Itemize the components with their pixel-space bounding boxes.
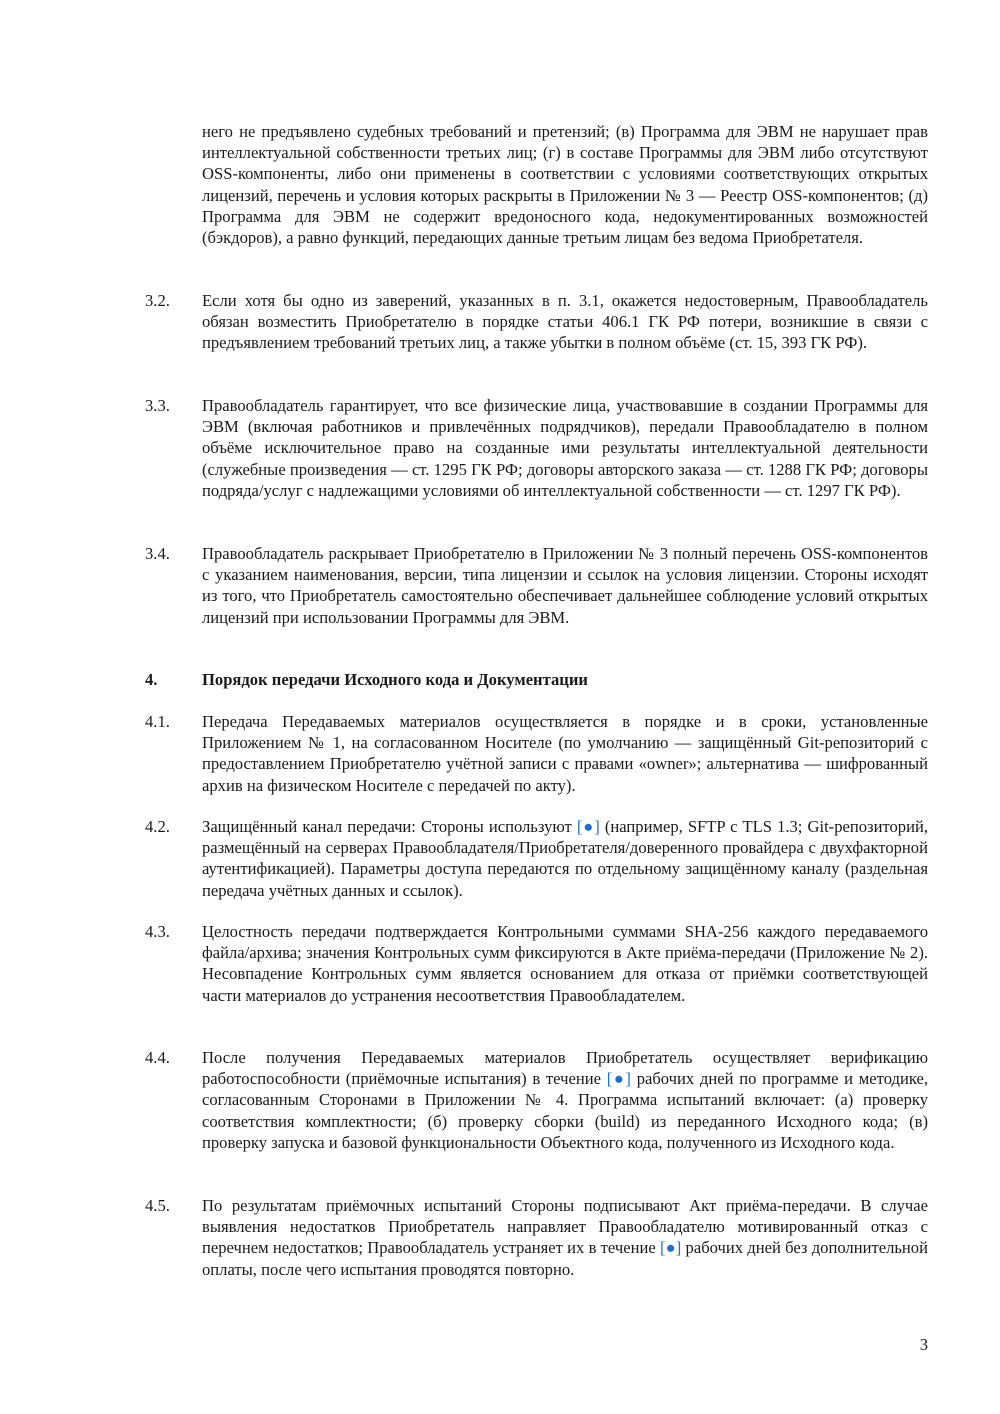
clause-text-part: По результатам приёмочных испытаний Стороны подписывают Акт приёма-передачи. В случае выявления недостатков Приобретатель направляет Правообладателю мотивированный отказ с перечнем недостатков; Правообладатель устраняет их в течение <box>202 1196 928 1258</box>
clause-number: 4.5. <box>145 1196 170 1215</box>
clause-4-1 <box>145 711 928 796</box>
clause-number: 4.3. <box>145 922 170 941</box>
clause-text-part: рабочих дней по программе и методике, согласованным Сторонами в Приложении № 4. Программа испытаний включает: (а) проверку соответствия комплектности; (б) проверку сборки (build) из переданного Исходного кода; (в) проверку запуска и базовой функциональности Объектного кода, полученного из Исходного кода. <box>202 1069 928 1152</box>
clause-number: 3.2. <box>145 291 170 310</box>
clause-number: 3.3. <box>145 396 170 415</box>
clause-text-part: Защищённый канал передачи: Стороны используют <box>202 817 577 836</box>
clause-text: Целостность передачи подтверждается Контрольными суммами SHA-256 каждого передаваемого файла/архива; значения Контрольных сумм фиксируются в Акте приёма-передачи (Приложение № 2). Несовпадение Контрольных сумм является основанием для отказа от приёмки соответствующей части материалов до устранения несоответствия Правообладателем. <box>202 922 928 1005</box>
clause-text-part: рабочих дней без дополнительной оплаты, после чего испытания проводятся повторно. <box>202 1238 928 1279</box>
clause-text: Правообладатель гарантирует, что все физические лица, участвовавшие в создании Программы для ЭВМ (включая работников и привлечённых подрядчиков), передали Правообладателю в полном объёме исключительное право на созданные ими результаты интеллектуальной деятельности (служебные произведения — ст. 1295 ГК РФ; договоры авторского заказа — ст. 1288 ГК РФ; договоры подряда/услуг с надлежащими условиями об интеллектуальной собственности — ст. 1297 ГК РФ). <box>202 396 928 500</box>
clause-text-part: (например, SFTP с TLS 1.3; Git-репозиторий, размещённый на серверах Правообладателя/Приобретателя/доверенного провайдера с двухфакторной аутентификацией). Параметры доступа передаются по отдельному защищённому каналу (раздельная передача учётных данных и ссылок). <box>202 817 929 900</box>
section-number: 4. <box>145 670 158 689</box>
page-number: 3 <box>919 1335 928 1354</box>
clause-text: Правообладатель раскрывает Приобретателю в Приложении № 3 полный перечень OSS-компонентов с указанием наименования, версии, типа лицензии и ссылок на условия лицензии. Стороны исходят из того, что Приобретатель самостоятельно обеспечивает дальнейшее соблюдение условий открытых лицензий при использовании Программы для ЭВМ. <box>202 544 928 627</box>
clause-4-5 <box>145 1195 928 1280</box>
placeholder-marker: [●] <box>576 817 600 836</box>
placeholder-marker: [●] <box>659 1238 682 1258</box>
clause-text <box>202 1195 928 1280</box>
clause-number: 4.2. <box>145 817 170 836</box>
clause-4-3 <box>145 921 928 1006</box>
clause-text <box>202 1047 928 1153</box>
clause-text: Если хотя бы одно из заверений, указанных в п. 3.1, окажется недостоверным, Правообладатель обязан возместить Приобретателю в порядке статьи 406.1 ГК РФ потери, возникшие в связи с предъявлением требований третьих лиц, а также убытки в полном объёме (ст. 15, 393 ГК РФ). <box>202 291 928 353</box>
clause-text <box>202 816 928 901</box>
clause-3-2 <box>145 290 928 354</box>
section-title: Порядок передачи Исходного кода и Документации <box>202 670 588 689</box>
clause-3-3 <box>145 395 928 501</box>
clause-text: Передача Передаваемых материалов осуществляется в порядке и в сроки, установленные Приложением № 1, на согласованном Носителе (по умолчанию — защищённый Git-репозиторий с предоставлением Приобретателю учётной записи с правами «owner»; альтернатива — шифрованный архив на физическом Носителе с передачей по акту). <box>202 712 928 795</box>
clause-3-4 <box>145 543 928 628</box>
clause-text-part: После получения Передаваемых материалов Приобретатель осуществляет верификацию работоспособности (приёмочные испытания) в течение <box>202 1048 928 1089</box>
clause-3-1-continuation <box>145 121 928 248</box>
clause-text: него не предъявлено судебных требований и претензий; (в) Программа для ЭВМ не нарушает прав интеллектуальной собственности третьих лиц; (г) в составе Программы для ЭВМ либо отсутствуют OSS-компоненты, либо они применены в соответствии с условиями соответствующих открытых лицензий, перечень и условия которых раскрыты в Приложении № 3 — Реестр OSS-компонентов; (д) Программа для ЭВМ не содержит вредоносного кода, недокументированных возможностей (бэкдоров), а равно функций, передающих данные третьим лицам без ведома Приобретателя. <box>202 122 928 248</box>
clause-number: 4.4. <box>145 1048 170 1067</box>
clause-number: 4.1. <box>145 712 170 731</box>
placeholder-marker: [●] <box>606 1069 631 1089</box>
clause-number: 3.4. <box>145 544 170 563</box>
clause-4-4 <box>145 1047 928 1153</box>
section-4-heading <box>145 669 928 690</box>
clause-4-2 <box>145 816 928 901</box>
